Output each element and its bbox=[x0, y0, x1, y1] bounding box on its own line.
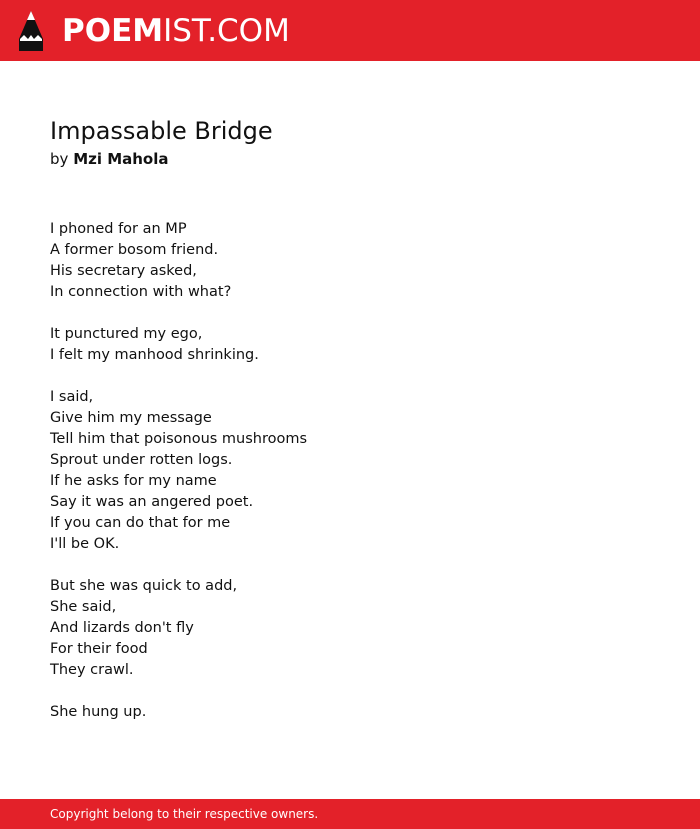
poem-line: It punctured my ego, bbox=[50, 326, 203, 342]
poem-stanza bbox=[50, 576, 307, 681]
poem-line: For their food bbox=[50, 641, 148, 657]
pencil-tip-icon[interactable] bbox=[18, 10, 44, 52]
poem-line: His secretary asked, bbox=[50, 263, 197, 279]
copyright-notice: Copyright belong to their respective owners. bbox=[50, 807, 319, 821]
poem-line: She said, bbox=[50, 599, 117, 615]
poem-line: Give him my message bbox=[50, 410, 212, 426]
poem-line: I felt my manhood shrinking. bbox=[50, 347, 259, 363]
poem-line: I'll be OK. bbox=[50, 536, 120, 552]
poem-title: Impassable Bridge bbox=[50, 117, 273, 145]
poem-stanza bbox=[50, 387, 307, 555]
poem-line: I said, bbox=[50, 389, 94, 405]
poem-line: Sprout under rotten logs. bbox=[50, 452, 233, 468]
brand-light: IST.COM bbox=[163, 13, 290, 49]
poem-line: If you can do that for me bbox=[50, 515, 231, 531]
poem-stanza bbox=[50, 219, 307, 303]
author-name: Mzi Mahola bbox=[73, 150, 169, 168]
poem-line: She hung up. bbox=[50, 704, 147, 720]
poem-line: Tell him that poisonous mushrooms bbox=[50, 431, 308, 447]
site-header bbox=[0, 0, 700, 61]
poem-line: I phoned for an MP bbox=[50, 221, 187, 237]
poem-line: Say it was an angered poet. bbox=[50, 494, 254, 510]
poem-line: If he asks for my name bbox=[50, 473, 217, 489]
poem-line: And lizards don't fly bbox=[50, 620, 194, 636]
poem-stanza bbox=[50, 324, 307, 366]
by-label: by bbox=[50, 150, 69, 168]
poem-line: In connection with what? bbox=[50, 284, 232, 300]
brand-bold: POEM bbox=[62, 13, 164, 49]
site-logo-text[interactable] bbox=[62, 12, 290, 50]
poem-body bbox=[50, 219, 307, 744]
poem-stanza bbox=[50, 702, 307, 723]
poem-line: A former bosom friend. bbox=[50, 242, 219, 258]
site-footer bbox=[0, 799, 700, 829]
poem-line: But she was quick to add, bbox=[50, 578, 238, 594]
poem-line: They crawl. bbox=[50, 662, 134, 678]
poem-byline bbox=[50, 148, 169, 170]
